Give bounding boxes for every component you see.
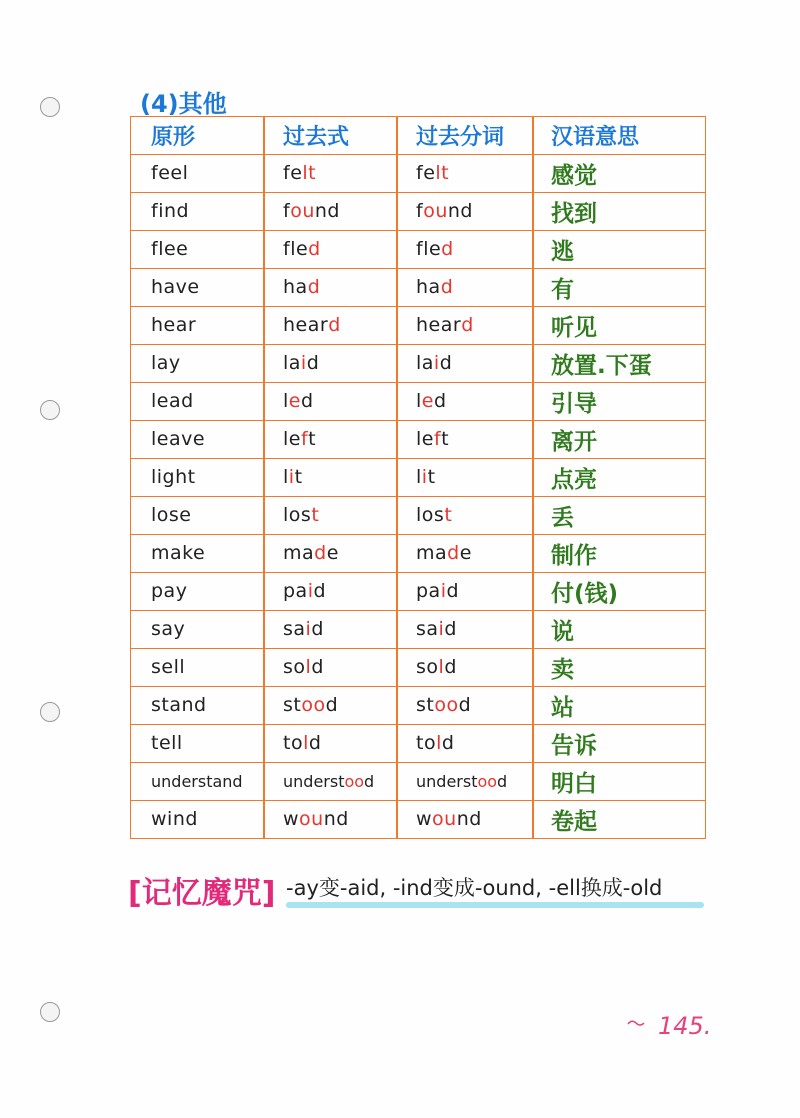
base-form-text: lose <box>151 504 192 526</box>
past-participle-cell <box>416 193 534 229</box>
past-participle-cell <box>416 573 534 609</box>
past-tense-text: ha <box>283 276 308 298</box>
past-tense-changed-letters: i <box>307 580 314 602</box>
base-form-text: sell <box>151 656 186 678</box>
base-form-text: light <box>151 466 196 488</box>
past-tense-text: l <box>283 466 289 488</box>
binder-hole <box>40 97 60 117</box>
binder-hole <box>40 1002 60 1022</box>
chinese-meaning-text: 站 <box>551 694 574 721</box>
chinese-meaning-text: 逃 <box>551 238 574 265</box>
chinese-meaning-text: 卖 <box>551 656 574 683</box>
past-tense-changed-letters: l <box>305 656 312 678</box>
chinese-meaning-text: 丢 <box>551 504 574 531</box>
pen-mark-icon <box>626 1018 646 1028</box>
past-participle-text: fle <box>416 238 442 260</box>
past-tense-text: fe <box>283 162 303 184</box>
table-row <box>131 345 705 383</box>
past-tense-changed-letters: i <box>305 618 312 640</box>
table-row <box>131 269 705 307</box>
past-participle-cell <box>416 307 534 343</box>
past-participle-changed-letters: f <box>433 428 442 450</box>
past-tense-text: d <box>311 618 324 640</box>
past-participle-text: f <box>416 200 424 222</box>
past-tense-text: t <box>294 466 303 488</box>
past-participle-text: l <box>416 390 422 412</box>
past-participle-changed-letters: ou <box>423 200 448 222</box>
header-past-participle: 过去分词 <box>416 124 505 150</box>
chinese-meaning-text: 离开 <box>551 428 597 455</box>
base-form-text: have <box>151 276 200 298</box>
base-form-text: flee <box>151 238 189 260</box>
past-participle-cell <box>416 535 534 571</box>
base-form-cell <box>151 421 269 457</box>
past-tense-cell <box>283 383 401 419</box>
past-tense-changed-letters: l <box>303 732 309 754</box>
past-participle-cell <box>416 649 534 685</box>
past-participle-text: t <box>441 428 450 450</box>
past-tense-cell <box>283 269 401 305</box>
header-chinese-meaning: 汉语意思 <box>551 124 640 150</box>
past-tense-changed-letters: d <box>328 314 341 336</box>
past-participle-text: d <box>444 618 457 640</box>
chinese-meaning-text: 制作 <box>551 542 597 569</box>
past-participle-text: pa <box>416 580 441 602</box>
chinese-meaning-text: 明白 <box>551 770 597 797</box>
past-tense-text: d <box>364 771 375 791</box>
past-participle-changed-letters: e <box>421 390 434 412</box>
past-tense-cell <box>283 231 401 267</box>
past-tense-changed-letters: d <box>307 276 321 298</box>
memo-text: -ay变-aid, -ind变成-ound, -ell换成-old <box>286 876 663 900</box>
chinese-meaning-text: 找到 <box>551 200 597 227</box>
past-participle-cell <box>416 801 534 837</box>
base-form-cell <box>151 725 269 761</box>
past-tense-text: e <box>326 542 339 564</box>
past-participle-text: los <box>416 504 445 526</box>
chinese-meaning-cell <box>551 801 701 837</box>
past-tense-text: f <box>283 200 291 222</box>
chinese-meaning-cell <box>551 497 701 533</box>
base-form-cell <box>151 383 269 419</box>
past-participle-changed-letters: i <box>421 466 428 488</box>
table-row <box>131 573 705 611</box>
past-tense-text: nd <box>323 808 349 830</box>
past-participle-changed-letters: oo <box>477 771 498 791</box>
past-tense-cell <box>283 459 401 495</box>
past-participle-cell <box>416 231 534 267</box>
chinese-meaning-cell <box>551 383 701 419</box>
past-participle-changed-letters: l <box>438 656 445 678</box>
past-tense-text: nd <box>314 200 340 222</box>
base-form-text: lead <box>151 390 194 412</box>
chinese-meaning-text: 点亮 <box>551 466 597 493</box>
past-tense-text: los <box>283 504 312 526</box>
past-participle-cell <box>416 383 534 419</box>
table-header-row <box>131 117 705 155</box>
base-form-text: lay <box>151 352 181 374</box>
binder-hole <box>40 702 60 722</box>
base-form-text: hear <box>151 314 197 336</box>
base-form-cell <box>151 611 269 647</box>
table-row <box>131 763 705 801</box>
past-tense-text: so <box>283 656 306 678</box>
past-tense-changed-letters: ou <box>290 200 315 222</box>
past-tense-text: ma <box>283 542 315 564</box>
chinese-meaning-text: 感觉 <box>551 162 597 189</box>
past-participle-cell <box>416 269 534 305</box>
past-tense-text: d <box>313 580 327 602</box>
section-title: (4)其他 <box>140 90 227 118</box>
past-participle-cell <box>416 725 534 761</box>
past-participle-changed-letters: lt <box>435 162 450 184</box>
past-tense-text: d <box>300 390 314 412</box>
chinese-meaning-cell <box>551 611 701 647</box>
table-row <box>131 307 705 345</box>
past-participle-text: to <box>416 732 437 754</box>
past-tense-changed-letters: oo <box>344 771 365 791</box>
past-participle-changed-letters: l <box>436 732 442 754</box>
past-tense-cell <box>283 801 401 837</box>
past-participle-text: l <box>416 466 422 488</box>
base-form-cell <box>151 801 269 837</box>
past-participle-text: la <box>416 352 434 374</box>
past-participle-changed-letters: d <box>441 238 454 260</box>
past-participle-changed-letters: ou <box>432 808 457 830</box>
past-participle-text: nd <box>456 808 482 830</box>
base-form-cell <box>151 687 269 723</box>
chinese-meaning-cell <box>551 459 701 495</box>
past-participle-text: d <box>439 352 453 374</box>
past-tense-changed-letters: d <box>308 238 321 260</box>
chinese-meaning-text: 告诉 <box>551 732 597 759</box>
past-participle-changed-letters: i <box>433 352 440 374</box>
past-tense-text: la <box>283 352 301 374</box>
base-form-text: stand <box>151 694 207 716</box>
chinese-meaning-text: 听见 <box>551 314 597 341</box>
table-row <box>131 687 705 725</box>
past-participle-text: ma <box>416 542 448 564</box>
base-form-cell <box>151 193 269 229</box>
past-participle-cell <box>416 345 534 381</box>
past-tense-text: d <box>306 352 320 374</box>
base-form-cell <box>151 231 269 267</box>
past-tense-cell <box>283 763 401 799</box>
table-row <box>131 231 705 269</box>
past-participle-text: hear <box>416 314 462 336</box>
past-tense-changed-letters: oo <box>301 694 326 716</box>
chinese-meaning-cell <box>551 155 701 191</box>
base-form-text: understand <box>151 771 243 791</box>
table-row <box>131 497 705 535</box>
past-participle-changed-letters: t <box>444 504 453 526</box>
past-participle-text: underst <box>416 771 478 791</box>
table-row <box>131 649 705 687</box>
past-tense-text: l <box>283 390 289 412</box>
past-tense-text: sa <box>283 618 306 640</box>
past-tense-cell <box>283 307 401 343</box>
past-participle-text: e <box>459 542 472 564</box>
past-tense-text: to <box>283 732 304 754</box>
past-participle-changed-letters: i <box>440 580 447 602</box>
base-form-text: pay <box>151 580 188 602</box>
past-participle-text: st <box>416 694 435 716</box>
chinese-meaning-cell <box>551 763 701 799</box>
base-form-cell <box>151 459 269 495</box>
chinese-meaning-cell <box>551 307 701 343</box>
base-form-cell <box>151 269 269 305</box>
past-tense-cell <box>283 535 401 571</box>
past-participle-changed-letters: d <box>440 276 454 298</box>
past-tense-text: w <box>283 808 300 830</box>
past-participle-changed-letters: oo <box>434 694 459 716</box>
past-participle-text: d <box>497 771 508 791</box>
highlight-underline <box>286 902 704 908</box>
header-base-form: 原形 <box>151 124 196 150</box>
base-form-cell <box>151 345 269 381</box>
past-tense-cell <box>283 649 401 685</box>
past-tense-cell <box>283 611 401 647</box>
past-participle-text: fe <box>416 162 436 184</box>
base-form-text: wind <box>151 808 198 830</box>
table-row <box>131 801 705 839</box>
chinese-meaning-cell <box>551 535 701 571</box>
base-form-cell <box>151 307 269 343</box>
past-participle-text: nd <box>447 200 473 222</box>
past-tense-cell <box>283 421 401 457</box>
chinese-meaning-cell <box>551 725 701 761</box>
past-participle-text: d <box>446 580 460 602</box>
binder-hole <box>40 400 60 420</box>
header-past-tense: 过去式 <box>283 124 350 150</box>
past-tense-changed-letters: t <box>311 504 320 526</box>
chinese-meaning-text: 说 <box>551 618 574 645</box>
past-tense-text: d <box>308 732 322 754</box>
chinese-meaning-text: 放置.下蛋 <box>551 352 652 379</box>
past-tense-changed-letters: d <box>314 542 327 564</box>
past-participle-text: t <box>427 466 436 488</box>
base-form-text: find <box>151 200 190 222</box>
base-form-cell <box>151 649 269 685</box>
chinese-meaning-text: 卷起 <box>551 808 597 835</box>
past-participle-changed-letters: i <box>438 618 445 640</box>
past-participle-text: so <box>416 656 439 678</box>
past-participle-text: d <box>433 390 447 412</box>
past-tense-changed-letters: ou <box>299 808 324 830</box>
past-participle-cell <box>416 497 534 533</box>
past-participle-changed-letters: d <box>447 542 460 564</box>
chinese-meaning-text: 引导 <box>551 390 597 417</box>
past-tense-cell <box>283 345 401 381</box>
past-participle-text: ha <box>416 276 441 298</box>
chinese-meaning-cell <box>551 193 701 229</box>
past-tense-changed-letters: i <box>288 466 295 488</box>
past-participle-text: d <box>458 694 472 716</box>
past-participle-text: le <box>416 428 434 450</box>
page-number: 145. <box>658 1012 712 1040</box>
base-form-text: say <box>151 618 186 640</box>
chinese-meaning-text: 有 <box>551 276 574 303</box>
past-participle-cell <box>416 611 534 647</box>
past-participle-cell <box>416 155 534 191</box>
table-row <box>131 611 705 649</box>
past-participle-text: d <box>441 732 455 754</box>
past-participle-cell <box>416 763 534 799</box>
past-tense-changed-letters: f <box>300 428 309 450</box>
base-form-text: leave <box>151 428 206 450</box>
past-tense-cell <box>283 725 401 761</box>
past-tense-text: underst <box>283 771 345 791</box>
chinese-meaning-cell <box>551 421 701 457</box>
table-row <box>131 535 705 573</box>
base-form-text: make <box>151 542 206 564</box>
past-tense-changed-letters: i <box>300 352 307 374</box>
base-form-cell <box>151 155 269 191</box>
past-tense-text: le <box>283 428 301 450</box>
past-tense-text: fle <box>283 238 309 260</box>
past-tense-text: st <box>283 694 302 716</box>
chinese-meaning-cell <box>551 687 701 723</box>
past-tense-text: d <box>311 656 324 678</box>
past-participle-text: w <box>416 808 433 830</box>
chinese-meaning-cell <box>551 269 701 305</box>
base-form-cell <box>151 573 269 609</box>
past-tense-cell <box>283 687 401 723</box>
chinese-meaning-cell <box>551 573 701 609</box>
past-participle-cell <box>416 459 534 495</box>
past-tense-text: hear <box>283 314 329 336</box>
verb-table <box>130 116 706 839</box>
table-row <box>131 193 705 231</box>
chinese-meaning-cell <box>551 231 701 267</box>
past-tense-cell <box>283 193 401 229</box>
past-tense-cell <box>283 497 401 533</box>
past-tense-changed-letters: lt <box>302 162 317 184</box>
table-row <box>131 155 705 193</box>
table-row <box>131 383 705 421</box>
past-participle-text: sa <box>416 618 439 640</box>
memo-label: [记忆魔咒] <box>128 876 276 911</box>
past-tense-changed-letters: e <box>288 390 301 412</box>
past-tense-cell <box>283 155 401 191</box>
base-form-text: feel <box>151 162 189 184</box>
table-row <box>131 725 705 763</box>
past-participle-changed-letters: d <box>461 314 474 336</box>
base-form-text: tell <box>151 732 183 754</box>
past-participle-text: d <box>444 656 457 678</box>
base-form-cell <box>151 497 269 533</box>
past-tense-text: d <box>325 694 339 716</box>
past-tense-text: t <box>308 428 317 450</box>
past-participle-cell <box>416 687 534 723</box>
chinese-meaning-cell <box>551 649 701 685</box>
table-row <box>131 421 705 459</box>
table-row <box>131 459 705 497</box>
base-form-cell <box>151 763 269 799</box>
chinese-meaning-cell <box>551 345 701 381</box>
past-tense-cell <box>283 573 401 609</box>
past-tense-text: pa <box>283 580 308 602</box>
chinese-meaning-text: 付(钱) <box>551 580 619 607</box>
base-form-cell <box>151 535 269 571</box>
past-participle-cell <box>416 421 534 457</box>
